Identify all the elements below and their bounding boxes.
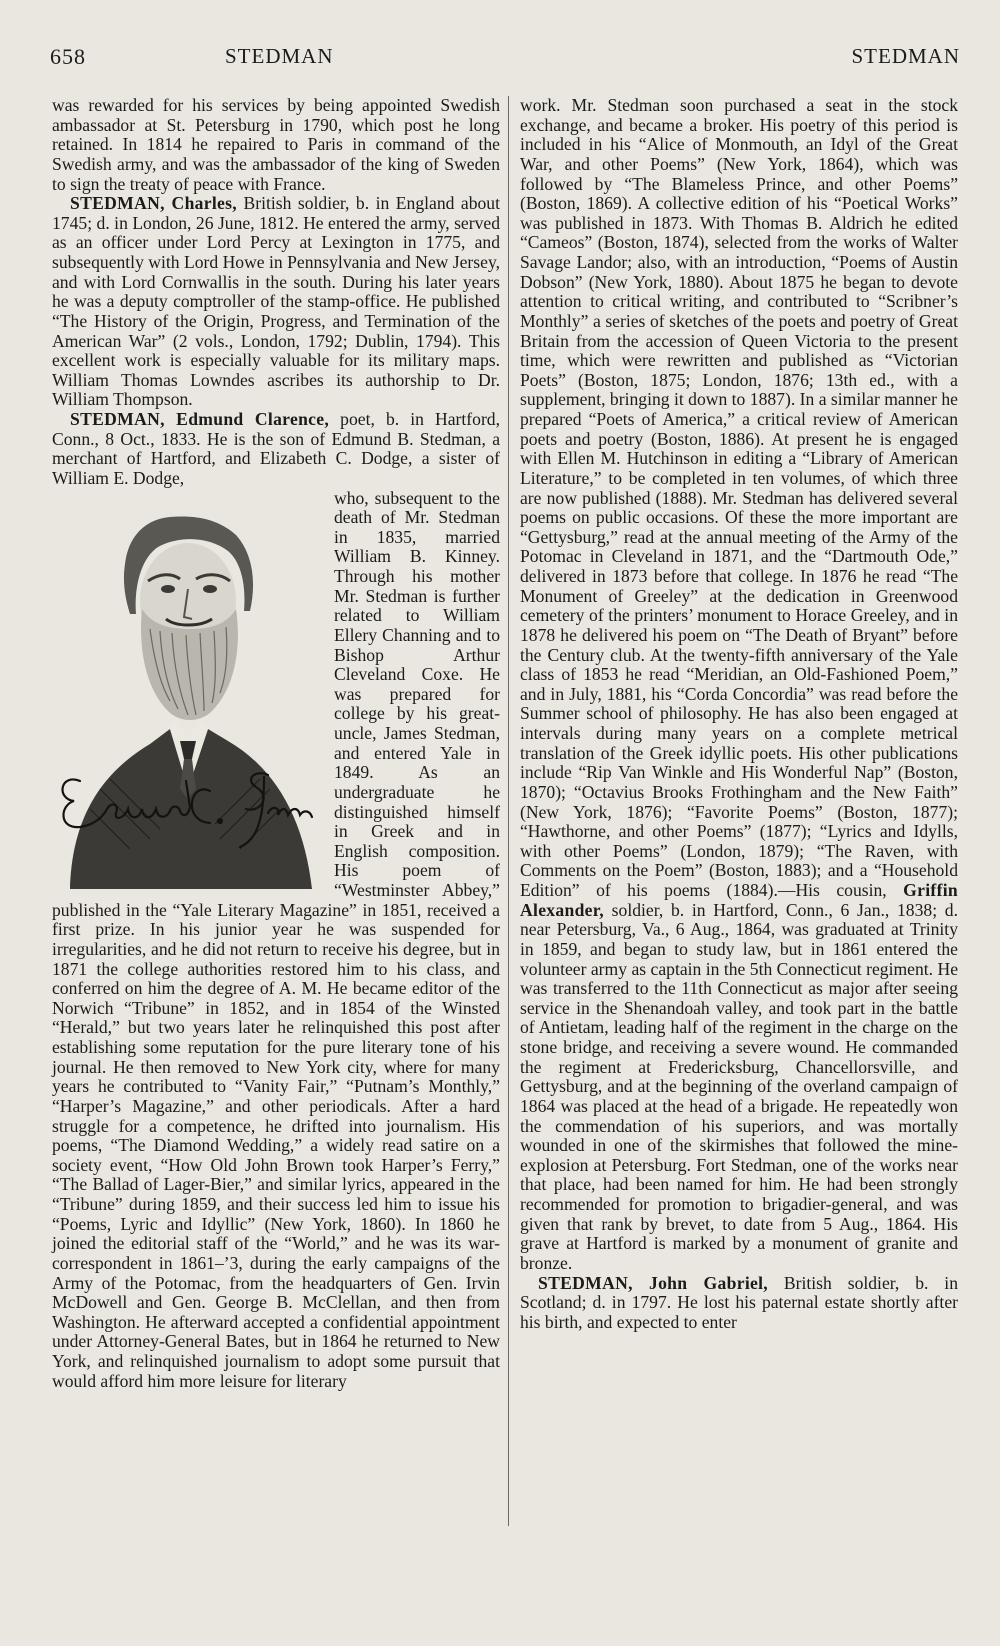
right-text-a: work. Mr. Stedman soon purchased a seat in the stock exchange, and became a broker. His poetry of this period is included in his “Alice of Monmouth, an Idyl of the Great War, and other Poems” (New York, 1864), which was followed by “The Blameless Prince, and other Poems” (Boston, 1869). A collective edition of his “Poetical Works” was published in 1873. With Thomas B. Aldrich he edited “Cameos” (Boston, 1874), selected from the works of Walter Savage Landor; also, with an introduction, “Poems of Austin Dobson” (New York, 1880). About 1875 he began to devote attention to critical writing, and contributed to “Scribner’s Monthly” a series of sketches of the poets and poetry of Great Britain from the accession of Queen Victoria to the present time, which were rewritten and published as “Victorian Poets” (Boston, 1875; London, 1876; 13th ed., with a supplement, bringing it down to 1887). In a similar manner he prepared “Poets of America,” a critical review of American poets and poetry (Boston, 1886). At present he is engaged with Ellen M. Hutchinson in editing a “Library of American Literature,” to be completed in ten volumes, of which three are now published (1888). Mr. Stedman has delivered several poems on public occasions. Of these the more important are “Gettysburg,” read at the annual meeting of the Army of the Potomac in Cleveland in 1871, and the “Dartmouth Ode,” delivered in 1873 before that college. In 1876 he read “The Monument of Greeley” at the dedication in Greenwood cemetery of the printers’ monument to Horace Greeley, and in 1878 he delivered his poem on “The Death of Bryant” before the Century club. At the twenty-fifth anniversary of the Yale class of 1853 he read “Meridian, an Old-Fashioned Poem,” and in July, 1881, his “Corda Concordia” was read before the Summer school of philosophy. He has also been engaged at intervals during many years on a complete metrical translation of the Greek idyllic poets. His other publications include “Rip Van Winkle and His Wonderful Nap” (Boston, 1870); “Octavius Brooks Frothingham and the New Faith” (New York, 1876); “Favorite Poems” (Boston, 1877); “Hawthorne, and other Poems” (1877); “Lyrics and Idylls, with other Poems” (London, 1879); “The Raven, with Comments on the Poem” (Boston, 1883); and a “Household Edition” of his poems (1884).—His cousin, [520,95,958,900]
entry-edmund-continuation [520,96,958,1274]
left-column [52,96,500,1391]
entry-edmund-body-a: poet, b. in Hartford, Conn., 8 Oct., 1833. He is the son of Edmund B. Stedman, a merchant of Hartford, and Elizabeth C. Dodge, a sister of William E. Dodge, [52,409,500,488]
right-text-b: soldier, b. in Hartford, Conn., 6 Jan., 1838; d. near Petersburg, Va., 6 Aug., 1864, was graduated at Trinity in 1859, and began to study law, but in 1861 entered the volunteer army as captain in the 5th Connecticut regiment. He was transferred to the 11th Connecticut as major after seeing service in the Shenandoah valley, and took part in the battle of Antietam, leading half of the regiment in the charge on the stone bridge, and receiving a severe wound. He commanded the regiment at Fredericksburg, Chancellorsville, and Gettysburg, and at the beginning of the overland campaign of 1864 was placed at the head of a brigade. He repeatedly won the commendation of his superiors, and was mortally wounded in one of the skirmishes that followed the mine-explosion at Petersburg. Fort Stedman, one of the works near that place, had been named for him. He had been strongly recommended for promotion to brigadier-general, and was given that rank by brevet, to date from 5 Aug., 1864. His grave at Hartford is marked by a monument of granite and bronze. [520,899,958,1273]
column-divider [508,96,509,1526]
running-header [50,44,960,74]
page-number: 658 [50,44,86,69]
signature-handwriting [50,751,328,861]
continued-entry-text: was rewarded for his services by being appointed Swedish ambassador at St. Petersburg in 1790, which post he long retained. In 1814 he repaired to Paris in command of the Swedish army, and was the ambassador of the king of Sweden to sign the treaty of peace with France. [52,95,500,194]
right-running-head: STEDMAN [851,44,960,68]
entry-john-body: British soldier, b. in Scotland; d. in 1797. He lost his paternal estate shortly after his birth, and expected to enter [520,1272,958,1332]
headword-john-gabriel: STEDMAN, John Gabriel, [538,1272,769,1293]
right-column [520,96,958,1332]
entry-charles-stedman [52,194,500,410]
entry-charles-body: British soldier, b. in England about 1745; d. in London, 26 June, 1812. He entered the army, served as an officer under Lord Percy at Lexington in 1775, and subsequently with Lord Howe in Pennsylvania and New Jersey, and with Lord Cornwallis in the south. During his later years he was a deputy comptroller of the stamp-office. He published “The History of the Origin, Progress, and Termination of the American War” (2 vols., London, 1792; Dublin, 1794). This excellent work is especially valuable for its military maps. William Thomas Lowndes ascribes its authorship to Dr. William Thompson. [52,193,500,410]
headword-griffin: Griffin Alexander, [520,880,958,920]
entry-john-gabriel-stedman [520,1274,958,1333]
entry-edmund-body-b: who, subsequent to the death of Mr. Stedman in 1835, married William B. Kinney. Through his mother Mr. Stedman is further related to William Ellery Channing and to Bishop Arthur Cleveland Coxe. He was prepared for college by his great-uncle, James Stedman, and entered Yale in 1849. As an undergraduate he distinguished himself in Greek and in English composition. His poem of “Westminster Abbey,” published in the “Yale Literary Magazine” in 1851, received a first prize. In his junior year he was suspended for irregularities, and he did not return to receive his degree, but in 1871 the college authorities restored him to his class, and conferred on him the degree of A. M. He became editor of the Norwich “Tribune” in 1852, and in 1854 of the Winsted “Herald,” but two years later he relinquished this post after establishing some reputation for the pure literary tone of his journal. He then removed to New York city, where for many years he contributed to “Vanity Fair,” “Putnam’s Monthly,” “Harper’s Magazine,” and other periodicals. After a hard struggle for a competence, he drifted into journalism. His poems, “The Diamond Wedding,” a widely read satire on a society event, “How Old John Brown took Harper’s Ferry,” “The Ballad of Lager-Bier,” and similar lyrics, appeared in the “Tribune” during 1859, and their success led him to issue his “Poems, Lyric and Idyllic” (New York, 1860). In 1860 he joined the editorial staff of the “World,” and he was its war-correspondent in 1861–’3, during the early campaigns of the Army of the Potomac, from the headquarters of Gen. Irvin McDowell and Gen. George B. McClellan, and then from Washington. He afterward accepted a confidential appointment under Attorney-General Bates, but in 1864 he returned to New York, and relinquished journalism to adopt some pursuit that would afford him more leisure for literary [52,487,500,1391]
left-running-head: STEDMAN [225,44,334,68]
portrait-figure [50,489,328,889]
headword-charles: STEDMAN, Charles, [70,193,237,214]
signature [50,751,328,861]
headword-edmund: STEDMAN, Edmund Clarence, [70,409,330,429]
entry-edmund-stedman [52,410,500,489]
